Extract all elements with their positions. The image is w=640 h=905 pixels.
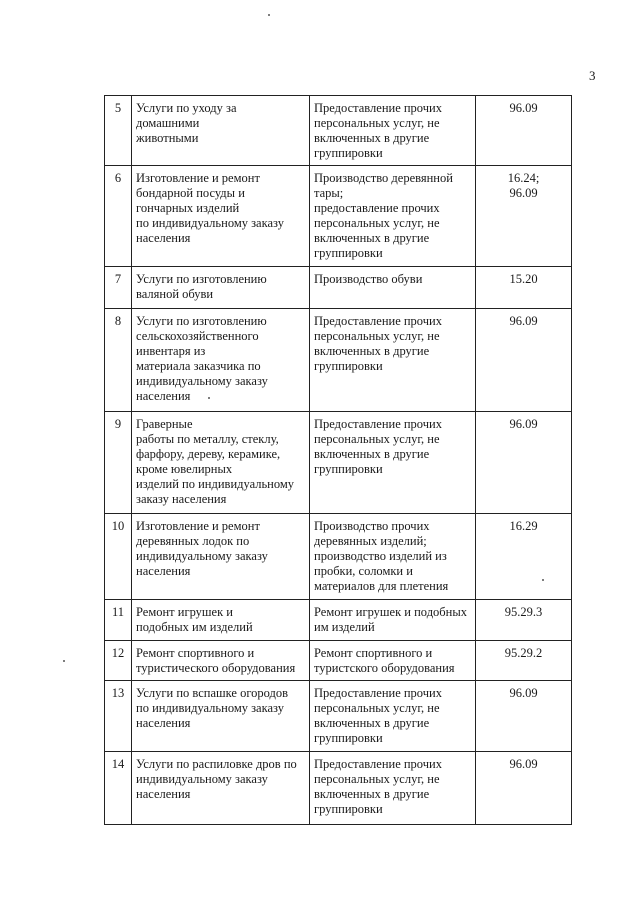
row-number: 6 bbox=[105, 166, 132, 267]
table-row bbox=[105, 309, 572, 412]
activity-name: Ремонт игрушек и подобных им изделий bbox=[310, 600, 476, 641]
row-number: 12 bbox=[105, 641, 132, 681]
service-name: Изготовление и ремонт деревянных лодок по индивидуальному заказу населения bbox=[132, 514, 310, 600]
activity-code: 95.29.2 bbox=[476, 641, 572, 681]
service-name: Услуги по вспашке огородов по индивидуальному заказу населения bbox=[132, 681, 310, 752]
table-row bbox=[105, 514, 572, 600]
table-row bbox=[105, 267, 572, 309]
service-name: Ремонт игрушек и подобных им изделий bbox=[132, 600, 310, 641]
row-number: 5 bbox=[105, 96, 132, 166]
row-number: 11 bbox=[105, 600, 132, 641]
activity-code: 96.09 bbox=[476, 96, 572, 166]
activity-code: 95.29.3 bbox=[476, 600, 572, 641]
table-row bbox=[105, 752, 572, 825]
services-table bbox=[104, 95, 572, 825]
activity-code: 96.09 bbox=[476, 681, 572, 752]
page-number: 3 bbox=[589, 68, 596, 83]
row-number: 7 bbox=[105, 267, 132, 309]
activity-code: 16.24; 96.09 bbox=[476, 166, 572, 267]
activity-name: Предоставление прочих персональных услуг, не включенных в другие группировки bbox=[310, 752, 476, 825]
activity-code: 15.20 bbox=[476, 267, 572, 309]
activity-name: Предоставление прочих персональных услуг, не включенных в другие группировки bbox=[310, 681, 476, 752]
activity-name: Ремонт спортивного и туристского оборудования bbox=[310, 641, 476, 681]
table-row bbox=[105, 166, 572, 267]
service-name: Граверные работы по металлу, стеклу, фарфору, дереву, керамике, кроме ювелирных изделий по индивидуальному заказу населения bbox=[132, 412, 310, 514]
table-row bbox=[105, 600, 572, 641]
row-number: 14 bbox=[105, 752, 132, 825]
table-row bbox=[105, 96, 572, 166]
scan-speck bbox=[208, 397, 210, 399]
service-name: Услуги по распиловке дров по индивидуальному заказу населения bbox=[132, 752, 310, 825]
scan-speck bbox=[542, 579, 544, 581]
activity-name: Производство обуви bbox=[310, 267, 476, 309]
row-number: 10 bbox=[105, 514, 132, 600]
activity-code: 96.09 bbox=[476, 752, 572, 825]
activity-name: Производство прочих деревянных изделий; производство изделий из пробки, соломки и материалов для плетения bbox=[310, 514, 476, 600]
activity-name: Предоставление прочих персональных услуг, не включенных в другие группировки bbox=[310, 412, 476, 514]
service-name: Услуги по уходу за домашними животными bbox=[132, 96, 310, 166]
service-name: Услуги по изготовлению валяной обуви bbox=[132, 267, 310, 309]
activity-code: 96.09 bbox=[476, 412, 572, 514]
table-row bbox=[105, 681, 572, 752]
activity-code: 96.09 bbox=[476, 309, 572, 412]
scan-speck bbox=[268, 14, 270, 16]
service-name: Ремонт спортивного и туристического оборудования bbox=[132, 641, 310, 681]
row-number: 9 bbox=[105, 412, 132, 514]
row-number: 8 bbox=[105, 309, 132, 412]
activity-name: Предоставление прочих персональных услуг, не включенных в другие группировки bbox=[310, 309, 476, 412]
service-name: Услуги по изготовлению сельскохозяйственного инвентаря из материала заказчика по индивидуальному заказу населения bbox=[132, 309, 310, 412]
scan-speck bbox=[63, 660, 65, 662]
activity-name: Производство деревянной тары; предоставление прочих персональных услуг, не включенных в другие группировки bbox=[310, 166, 476, 267]
service-name: Изготовление и ремонт бондарной посуды и гончарных изделий по индивидуальному заказу населения bbox=[132, 166, 310, 267]
table-row bbox=[105, 641, 572, 681]
row-number: 13 bbox=[105, 681, 132, 752]
activity-name: Предоставление прочих персональных услуг, не включенных в другие группировки bbox=[310, 96, 476, 166]
activity-code: 16.29 bbox=[476, 514, 572, 600]
table-row bbox=[105, 412, 572, 514]
